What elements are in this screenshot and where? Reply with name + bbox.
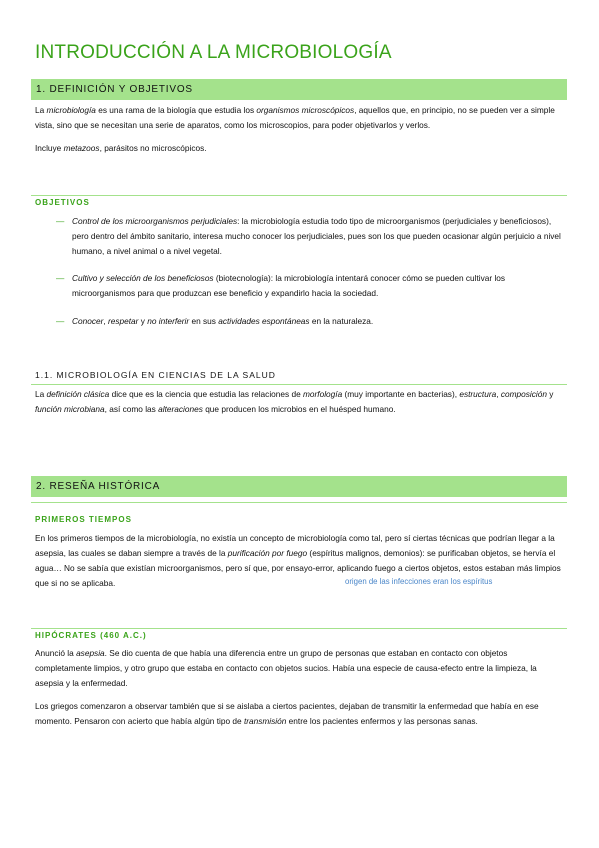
hipocrates-heading: HIPÓCRATES (460 A.C.) xyxy=(35,631,147,640)
text-run: Anunció la xyxy=(35,648,77,658)
emphasis-text: transmisión xyxy=(243,716,287,726)
text-run: en sus xyxy=(189,316,219,326)
section-2-title: 2. RESEÑA HISTÓRICA xyxy=(36,481,161,492)
divider xyxy=(31,384,567,385)
text-run: La xyxy=(35,105,47,115)
objective-text xyxy=(72,271,561,301)
text-run: (biotecnología): la microbiología intentará conocer cómo se pueden cultivar los microorganismos para que produzcan ese beneficio y expandirlo hacia la sociedad. xyxy=(72,273,506,298)
divider xyxy=(31,628,567,629)
text-run: que producen los microbios en el huésped humano. xyxy=(202,404,396,414)
text-run: es una rama de la biología que estudia los xyxy=(95,105,257,115)
text-run: en la naturaleza. xyxy=(309,316,374,326)
text-run: : la microbiología estudia todo tipo de microorganismos (perjudiciales y beneficiosos), pero dentro del ámbito sanitario, interesa mucho conocer los perjudiciales, pues son los que pueden ocasionar algún perjuicio a nivel humano, a nivel animal o a nivel vegetal. xyxy=(72,216,561,256)
text-run: entre los pacientes enfermos y las personas sanas. xyxy=(286,716,478,726)
page-title: INTRODUCCIÓN A LA MICROBIOLOGÍA xyxy=(35,42,392,63)
objective-text xyxy=(72,314,561,329)
text-run: Incluye xyxy=(35,143,64,153)
emphasis-text: purificación por fuego xyxy=(227,548,308,558)
dash-bullet-icon: — xyxy=(56,216,65,226)
divider xyxy=(31,502,567,503)
emphasis-text: morfología xyxy=(303,389,343,399)
text-run: y xyxy=(546,389,554,399)
text-run: En los primeros tiempos de la microbiología, no existía un concepto de microbiología como tal, pero sí ciertas técnicas que podrían llegar a la asepsia, las cuales se daban siempre a través de la xyxy=(35,533,555,558)
objective-item xyxy=(56,271,561,301)
emphasis-text: Cultivo y selección de los beneficiosos xyxy=(72,273,214,283)
text-run: , xyxy=(103,316,108,326)
definition-paragraph xyxy=(35,103,565,133)
emphasis-text: no interferir xyxy=(147,316,190,326)
divider xyxy=(31,195,567,196)
text-run: (espíritus malignos, demonios): se purificaban objetos, se hervía el agua… No se sabía que existían microorganismos, pero sí que, por ensayo-error, aplicando fuego a ciertos objetos, estos estaban más limpios que si no se aplicaba. xyxy=(35,548,561,588)
section-2-header xyxy=(31,476,567,497)
text-run: (muy importante en bacterias), xyxy=(342,389,460,399)
emphasis-text: respetar xyxy=(108,316,139,326)
emphasis-text: Control de los microorganismos perjudiciales xyxy=(72,216,238,226)
text-run: dice que es la ciencia que estudia las relaciones de xyxy=(109,389,303,399)
emphasis-text: Conocer xyxy=(72,316,104,326)
objective-text xyxy=(72,214,561,259)
emphasis-text: actividades espontáneas xyxy=(218,316,310,326)
text-run: , parásitos no microscópicos. xyxy=(99,143,207,153)
emphasis-text: alteraciones xyxy=(158,404,203,414)
text-run: Los griegos comenzaron a observar también que si se aislaba a ciertos pacientes, dejaban de transmitir la enfermedad que había en ese momento. Pensaron con acierto que había algún tipo de xyxy=(35,701,539,726)
hipocrates-paragraph-1 xyxy=(35,646,565,691)
emphasis-text: organismos microscópicos xyxy=(256,105,355,115)
emphasis-text: microbiología xyxy=(46,105,96,115)
text-run: , xyxy=(496,389,501,399)
emphasis-text: composición xyxy=(500,389,547,399)
section-1-title: 1. DEFINICIÓN Y OBJETIVOS xyxy=(36,84,193,95)
dash-bullet-icon: — xyxy=(56,316,65,326)
emphasis-text: estructura xyxy=(459,389,497,399)
metazoos-paragraph xyxy=(35,141,565,156)
text-run: . Se dio cuenta de que había una diferencia entre un grupo de personas que estaban en contacto con objetos completamente limpios, y otro grupo que estaba en contacto con objetos sucios. Había una especie de causa-efecto entre la limpieza, la asepsia y la enfermedad. xyxy=(35,648,537,688)
text-run: , aquellos que, en principio, no se pueden ver a simple vista, sino que se necesitan una serie de aparatos, como los microscopios, para poder objetivarlos y verlos. xyxy=(35,105,555,130)
text-run: y xyxy=(138,316,148,326)
clinical-definition-paragraph xyxy=(35,387,565,417)
text-run: , así como las xyxy=(104,404,159,414)
objective-item xyxy=(56,314,561,329)
emphasis-text: metazoos xyxy=(63,143,100,153)
subsection-1-1-title: 1.1. MICROBIOLOGÍA EN CIENCIAS DE LA SALUD xyxy=(35,370,276,380)
margin-note: origen de las infecciones eran los espíritus xyxy=(345,577,493,586)
objetivos-heading: OBJETIVOS xyxy=(35,198,90,207)
emphasis-text: asepsia xyxy=(76,648,105,658)
dash-bullet-icon: — xyxy=(56,273,65,283)
primeros-tiempos-heading: PRIMEROS TIEMPOS xyxy=(35,515,132,524)
hipocrates-paragraph-2 xyxy=(35,699,565,729)
objective-item xyxy=(56,214,561,259)
emphasis-text: función microbiana xyxy=(35,404,105,414)
text-run: La xyxy=(35,389,47,399)
section-1-header xyxy=(31,79,567,100)
emphasis-text: definición clásica xyxy=(46,389,110,399)
